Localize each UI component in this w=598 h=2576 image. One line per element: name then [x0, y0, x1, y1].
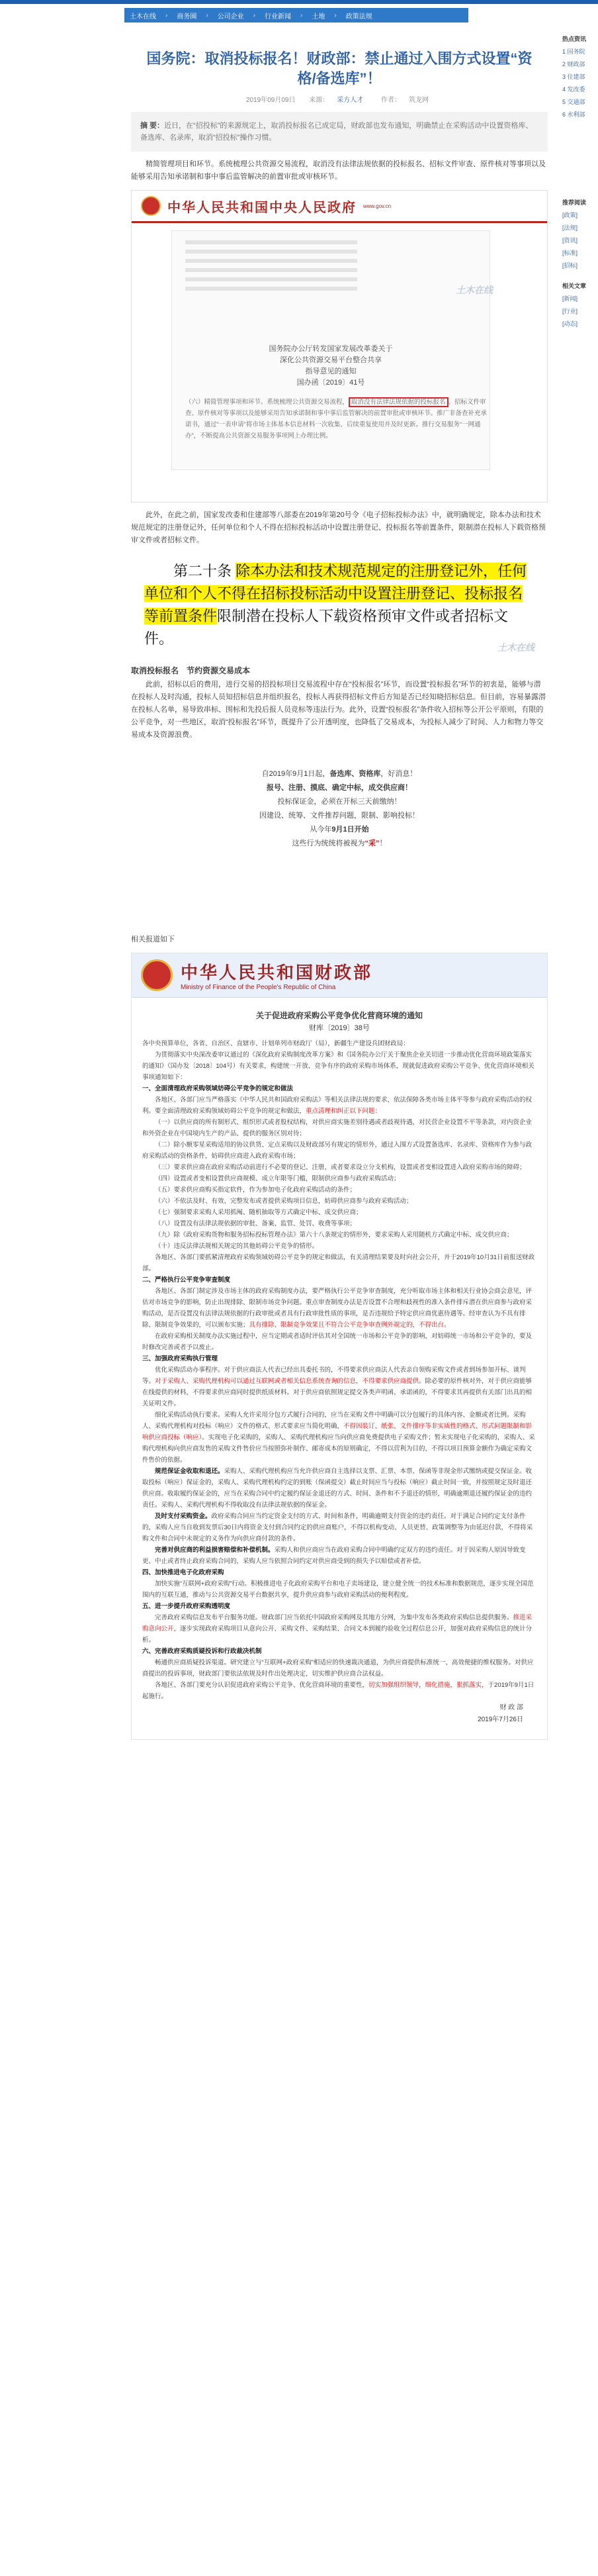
mof-text: 逐步实现政府采购项目从意向公开、采购文件、采购结果、合同文本到履约验收全过程信息公开，加强对政府采购信息的统计分析。: [142, 1625, 533, 1644]
mof-red-text: 具有排除、限制竞争效果且不符合公平竞争审查例外规定的，不得出台。: [249, 1321, 450, 1329]
source-label: 来源：: [309, 97, 329, 104]
mof-text: 各地区、各部门应当严格落实《中华人民共和国政府采购法》等相关法律法规的要求，依法保障各类市场主体平等参与政府采购活动的权利。要全面清理政府采购领域妨碍公平竞争的规定和做法，: [142, 1096, 533, 1115]
gov-header: [132, 191, 547, 223]
notice-line-5-date: 9月1日开始: [331, 826, 369, 834]
national-emblem-icon: [141, 196, 161, 216]
mof-heading-1: 一、全面清理政府采购领域妨碍公平竞争的规定和做法: [142, 1085, 294, 1092]
mof-bold-text: 及时支付采购资金。: [155, 1513, 212, 1520]
mof-header: [132, 953, 547, 998]
watermark-logo: 土木在线: [456, 285, 493, 295]
nav-item-policy[interactable]: 政策法规: [345, 13, 372, 21]
gov-doc-body-pre: （六）精简管理事项和环节。系统梳理公共资源交易流程，: [185, 399, 349, 406]
summary-label: 摘 要：: [140, 122, 165, 130]
mof-para: [142, 1612, 536, 1646]
sidebar-more-item[interactable]: [行业]: [562, 308, 578, 314]
notice-line-1: 自2019年9月1日起，备选库、资格库，好消息！: [261, 770, 417, 778]
article-source: [305, 97, 367, 104]
mof-para: [142, 1466, 536, 1511]
nav-sep: ›: [334, 11, 337, 19]
nav-item-news[interactable]: 行业新闻: [265, 13, 292, 21]
mof-para: [142, 1094, 536, 1117]
mof-list-item: （七）强制要求采购人采用抓阄、随机抽取等方式确定中标、成交供应商；: [155, 1209, 363, 1216]
sidebar-hot-item[interactable]: 6 水利部: [562, 111, 585, 118]
sidebar-rec-title: 推荐阅读: [562, 199, 587, 206]
nav-sep: ›: [206, 11, 208, 19]
national-emblem-icon: [141, 959, 173, 991]
notice-line-6-post: ！: [379, 839, 387, 847]
sidebar-hot: [562, 34, 598, 119]
mof-signature: [142, 1702, 523, 1726]
mof-doc-number: 财库〔2019〕38号: [309, 1024, 370, 1032]
para-after-screenshot: 此外，在此之前，国家发改委和住建部等八部委在2019年第20号令《电子招标投标办法》中，就明确规定，除本办法和技术规范规定的注册登记外，任何单位和个人不得在招标投标活动中设置注册登记、投标报名等前置条件，限制潜在投标人下载资格预审文件或者招标文件。: [131, 511, 546, 544]
mof-para: 加快实施“互联网+政府采购”行动。积极推进电子化政府采购平台和电子卖场建设，建立健全统一的技术标准和数据规范，逐步实现全国范围内的互联互通，推动与公共资源交易平台数据共享，提升供应商参与政府采购活动的便利程度。: [142, 1580, 534, 1599]
mof-title-block: [181, 959, 372, 991]
mof-sign-date: 2019年7月26日: [478, 1716, 523, 1723]
mof-text: 细化采购活动执行要求。采购人允许采用分包方式履行合同的，应当在采购文件中明确可以分包履行的具体内容、金额或者比例。采购人、采购代理机构对投标（响应）文件的格式、形式要求应当简化明确，: [142, 1411, 526, 1430]
gov-doc-title-1: 国务院办公厅转发国家发展改革委关于: [269, 345, 393, 353]
gov-doc-panel: [171, 230, 490, 470]
nav-item-companies[interactable]: 公司企业: [217, 13, 244, 21]
callout-rest: 限制潜在投标人下载资格预审文件或者招标文件。: [144, 608, 509, 647]
nav-item-land[interactable]: 土地: [312, 13, 325, 21]
sidebar-hot-item[interactable]: 1 国务院: [562, 48, 585, 55]
mof-para: [142, 1286, 536, 1331]
mof-bold-text: 规范保证金收取和退还。: [155, 1468, 224, 1475]
mof-para: 在政府采购相关制度办法实施过程中，应当定期或者适时评估其对全国统一市场和公平竞争的影响，对妨碍统一市场和公平竞争的，要及时修改完善或者予以废止。: [142, 1333, 533, 1351]
mof-list-item: （一）以供应商的所有制形式、组织形式或者股权结构，对供应商实施差别待遇或者歧视待遇，对民营企业设置不平等条款，对内资企业和外资企业在中国境内生产的产品、提供的服务区别对待；: [142, 1119, 533, 1137]
mof-heading-3: 三、加强政府采购执行管理: [142, 1355, 218, 1362]
sidebar-rec-item[interactable]: [标准]: [562, 250, 578, 256]
notice-line-3: 投标保证金，必须在开标三天前缴纳！: [277, 798, 402, 806]
mof-list-item: （二）除小额零星采购适用的协议供货、定点采购以及财政部另有规定的情形外，通过入围方式设置备选库、名录库、资格库作为参与政府采购活动的资格条件，妨碍供应商进入政府采购市场；: [142, 1141, 533, 1160]
mof-text: 各地区、各部门要充分认识促进政府采购公平竞争、优化营商环境的重要性，: [155, 1682, 369, 1689]
notice-line-6: [131, 837, 548, 850]
mof-red-text: 推进采购意向公开，: [142, 1614, 533, 1633]
mof-para: [142, 1409, 536, 1466]
mof-heading-4: 四、加快推进电子化政府采购: [142, 1569, 224, 1576]
mof-list-item: （三）要求供应商在政府采购活动前进行不必要的登记、注册，或者要求设立分支机构，设置或者变相设置进入政府采购市场的障碍；: [155, 1164, 526, 1171]
related-label: 相关报道如下: [131, 935, 175, 943]
notice-line-4: 因建设、统筹、文件推荐问题，限制、影响投标！: [259, 812, 419, 820]
mof-para: [142, 1545, 536, 1567]
mof-doc-title: 关于促进政府采购公平竞争优化营商环境的通知: [255, 1011, 423, 1020]
mof-list-item: （十）违反法律法规相关规定的其他妨碍公平竞争的情形。: [155, 1243, 319, 1250]
article-author: [377, 97, 433, 104]
sidebar-hot-item[interactable]: 4 发改委: [562, 86, 585, 93]
watermark-logo: 土木在线: [497, 642, 534, 653]
gov-doc-heading: [198, 344, 463, 389]
gov-doc-number: 国办函〔2019〕41号: [296, 379, 365, 387]
sidebar-hot-item[interactable]: 3 住建部: [562, 73, 585, 80]
nav-sep: ›: [253, 11, 256, 19]
callout-text: [144, 560, 534, 650]
mof-red-text: 切实加强组织领导，细化措施，狠抓落实，: [368, 1682, 488, 1689]
nav-sep: ›: [165, 11, 168, 19]
mof-list-item: （四）设置或者变相设置供应商规模、成立年限等门槛，限制供应商参与政府采购活动；: [155, 1175, 400, 1182]
mof-text: 于2019年9月1日起施行。: [142, 1682, 534, 1700]
article: [124, 26, 554, 1740]
article-summary: [131, 112, 548, 152]
sidebar-more: [562, 281, 598, 328]
mof-para: [142, 1511, 536, 1545]
mof-red-text: 不得因装订、纸张、文件排序等非实质性的格式、形式问题限制和影响供应商投标（响应）: [142, 1423, 533, 1441]
mof-para: 各地区、各部门要抓紧清理政府采购领域妨碍公平竞争的规定和做法，有关清理结果要及时向社会公开，并于2019年10月31日前报送财政部。: [142, 1254, 535, 1272]
author-label: 作者：: [381, 97, 402, 104]
mof-para: [142, 1364, 536, 1409]
mof-list-item: （五）要求供应商购买指定软件，作为参加电子化政府采购活动的条件；: [155, 1186, 357, 1194]
top-bar: [0, 0, 598, 4]
nav-sep: ›: [300, 11, 303, 19]
notice-line-6-red: “采”: [364, 839, 380, 847]
doc-meta-lines: [185, 240, 357, 296]
mof-site-title: 中华人民共和国财政部: [181, 963, 373, 983]
sidebar-rec-item[interactable]: [招标]: [562, 262, 578, 269]
mof-heading-5: 五、进一步提升政府采购透明度: [142, 1603, 231, 1610]
mof-heading-2: 二、严格执行公平竞争审查制度: [142, 1276, 231, 1284]
gov-site-title: 中华人民共和国中央人民政府: [167, 199, 357, 215]
mof-text: 。实现电子化采购的，采购人、采购代理机构应当向供应商免费提供电子采购文件；暂未实现电子化采购的，采购人、采购代理机构向供应商发售的采购文件售价应当按照弥补制作、邮寄成本的原则确定，不得以营利为目的，不得以项目预算金额作为确定采购文件售价的依据。: [142, 1434, 535, 1464]
gov-doc-title-3: 指导意见的通知: [305, 367, 357, 375]
sidebar-recommend: [562, 198, 598, 269]
mof-para: 畅通供应商质疑投诉渠道。研究建立与“互联网+政府采购”相适应的快速裁决通道，为供应商提供标准统一、高效便捷的维权服务。对供应商提出的投诉事项，财政部门要依法依规及时作出处理决定，切实维护供应商合法权益。: [142, 1659, 534, 1678]
mof-red-text: 重点清理和纠正以下问题：: [306, 1108, 382, 1115]
mof-screenshot: [131, 953, 548, 1740]
notice-line-2: 报号、注册、摸底、确定中标，成交供应商！: [267, 784, 412, 792]
notice-line-6-pre: 这些行为统统将被视为: [292, 839, 365, 847]
mof-text: 政府采购合同应当约定资金支付的方式、时间和条件，明确逾期支付资金的违约责任。对于满足合同约定支付条件的，采购人应当自收到发票后30日内将资金支付到合同约定的供应商账户，不得以机构变动、人员更替、政策调整等为由延迟付款，不得将采购文件和合同中未规定的义务作为向供应商付款的条件。: [142, 1513, 533, 1543]
mof-site-title-en: Ministry of Finance of the People's Republic of China: [181, 984, 336, 991]
sidebar-more-item[interactable]: [动态]: [562, 320, 578, 327]
sidebar-more-title: 相关文章: [562, 283, 587, 289]
sidebar-more-item[interactable]: [新闻]: [562, 295, 578, 302]
sidebar-hot-item[interactable]: 2 财政部: [562, 61, 585, 68]
mof-para: 为贯彻落实中央深改委审议通过的《深化政府采购制度改革方案》和《国务院办公厅关于聚焦企业关切进一步推动优化营商环境政策落实的通知》（国办发〔2018〕104号）有关要求，构建统一开放、竞争有序的政府采购市场体系，现就促进政府采购公平竞争、优化营商环境相关事项通知如下：: [142, 1051, 534, 1081]
mof-list-item: （六）不依法及时、有效、完整发布或者提供采购项目信息，妨碍供应商参与政府采购活动；: [155, 1198, 413, 1205]
mof-text: 优化采购活动办事程序。对于供应商法人代表已经出具委托书的，不得要求供应商法人代表亲自领购采购文件或者到场参加开标、谈判等。: [142, 1366, 526, 1385]
mof-para: [142, 1680, 536, 1702]
sidebar-hot-item[interactable]: 5 交通部: [562, 99, 585, 105]
callout-highlight: 除本办法和技术规范规定的注册登记外，任何单位和个人不得在招标投标活动中设置注册登记、投标报名等前置条件: [144, 563, 527, 624]
article-date: 2019年09月09日: [245, 97, 296, 104]
notice-line-5-pre: 从今年: [310, 826, 332, 834]
gov-site-url: www.gov.cn: [363, 203, 392, 209]
mof-bold-text: 完善对供应商的利益损害赔偿和补偿机制。: [155, 1547, 275, 1554]
spacer: [124, 851, 554, 931]
notice-line-1-pre: 自2019年9月1日起: [261, 770, 323, 778]
mof-text: 完善政府采购信息发布平台服务功能。财政部门应当依托中国政府采购网及其地方分网，为集中发布各类政府采购信息提供服务。: [155, 1614, 513, 1621]
section2-paragraph: 此前，招标以后的费用，进行交易的招投标项目交易流程中存在“投标报名”环节，而设置“投标报名”环节的初衷是，能够与潜在投标人及时沟通，投标人员知招标信息并组织报名，投标人再获得招标文件后方知是否已经知晓招标信息。但目前，容易暴露潜在投标人名单，易导致串标、围标和先投后报人员竞标等违法行为。此外，设置“投标报名”条件收入招标等公开公平原则，有限的公平竞争，对一些地区，取消“投标报名”环节，既提升了公开透明度，也降低了交易成本，为投标人减少了时间、人力和物力等交易成本及资源浪费。: [131, 681, 546, 739]
gov-doc-title-2: 深化公共资源交易平台整合共享: [280, 356, 382, 364]
mof-heading-6: 六、完善政府采购质疑投诉和行政裁决机制: [142, 1648, 262, 1655]
section2-heading: 取消投标报名 节约资源交易成本: [131, 666, 251, 675]
gov-doc-body-post: 、招标文件审查、原件核对等事项以及能够采用告知承诺制和事中事后监管解决的前置审批或审核环节。推广非备查补充承诺书，通过“一表申请”将市场主体基本信息材料一次收集、后续重复使用并及时更新。推行交易服务“一网通办”，不断提高公共资源交易服务事项网上办理比例。: [185, 399, 488, 440]
sidebar-rec-item[interactable]: [法规]: [562, 224, 578, 231]
article-title: 国务院：取消投标报名！财政部：禁止通过入围方式设置“资格/备选库”！: [146, 50, 533, 87]
notice-good-news: 好消息！: [388, 770, 417, 778]
mof-list-item: （八）设置没有法律法规依据的审批、备案、监管、处罚、收费等事项；: [155, 1220, 357, 1227]
highlight-box: 取消没有法律法规依据的投标报名: [349, 397, 448, 407]
mof-text: 除必要的原件核对外，对于供应商能够在线提供的材料，不得要求供应商同时提供纸质材料。对于供应商依照规定提交各类声明函、承诺函的，不得要求其再提供有关部门出具的相关证明文件。: [142, 1378, 533, 1407]
author-name: 筑龙网: [409, 97, 429, 104]
nav-item-home[interactable]: 土木在线: [130, 13, 156, 21]
mof-text: 采购人和供应商应当在政府采购合同中明确约定双方的违约责任。对于因采购人原因导致变更、中止或者终止政府采购合同的，采购人应当依照合同约定对供应商受到的损失予以赔偿或者补偿。: [142, 1547, 526, 1565]
article-20-callout: [131, 552, 548, 658]
summary-text: 近日，在“招投标”的来源规定上，取消投标报名已成定局，财政部也发布通知，明确禁止在采购活动中设置资格库、备选库、名录库，取消“招投标”操作习惯。: [140, 122, 533, 142]
intro-paragraph: 精简管理项目和环节。系统梳理公共资源交易流程，取消没有法律法规依据的投标报名、招标文件审查、原件核对等事项以及能够采用告知承诺制和事中事后监管解决的前置审批或审核环节。: [131, 160, 546, 181]
mof-text: 采购人、采购代理机构应当允许供应商自主选择以支票、汇票、本票、保函等非现金形式缴纳或提交保证金。收取投标（响应）保证金的，采购人、采购代理机构约定的到账（保函提交）截止时间应当与投标（响应）截止时间一致，并按照规定及时退还供应商。收取履约保证金的，应当在采购合同中约定履约保证金退还的方式、时间、条件和不予退还的情形，明确逾期退还履约保证金的违约责任。采购人、采购代理机构不得收取没有法律法规依据的保证金。: [142, 1468, 533, 1509]
mof-sign-org: 财 政 部: [499, 1704, 523, 1711]
notice-line-1-mid: 备选库、资格库: [329, 770, 381, 778]
sidebar-rec-item[interactable]: [资讯]: [562, 237, 578, 244]
nav-item-business[interactable]: 商务圈: [177, 13, 197, 21]
sidebar-hot-title: 热点资讯: [562, 36, 587, 42]
breadcrumb: [124, 8, 468, 23]
mof-doc: [132, 998, 547, 1739]
gov-doc-body: [185, 397, 490, 442]
notice-line-5: [131, 824, 548, 836]
right-sidebar: [562, 34, 598, 340]
callout-article-no: 第二十条: [173, 563, 232, 579]
article-meta: [124, 94, 554, 104]
gov-screenshot: [131, 190, 548, 502]
mof-salutation: 各中央预算单位，各省、自治区、直辖市、计划单列市财政厅（局），新疆生产建设兵团财政局：: [142, 1040, 409, 1047]
mof-list-item: （九）除《政府采购货物和服务招标投标管理办法》第六十八条规定的情形外，要求采购人采用随机方式确定中标、成交供应商；: [155, 1231, 513, 1239]
source-link[interactable]: 采方人才: [337, 97, 364, 104]
notice-block: [124, 768, 554, 850]
sidebar-rec-item[interactable]: [政策]: [562, 212, 578, 218]
mof-red-text: 对于采购人、采购代理机构可以通过互联网或者相关信息系统查询的信息，不得要求供应商提供。: [155, 1378, 425, 1385]
mof-text: 各地区、各部门制定涉及市场主体的政府采购制度办法，要严格执行公平竞争审查制度，充分听取市场主体和相关行业协会商会意见，评估对市场竞争的影响，防止出现排除、限制市场竞争问题。重点审查制度办法是否设置不合理和歧视性的准入条件排斥潜在供应商参与政府采购活动，是否设置没有法律法规依据的行政审批或者具有行政审批性质的事项，是否违规给予特定供应商优惠待遇等。经审查认为不具有排除、限制竞争效果的，可以颁布实施；: [142, 1288, 533, 1329]
